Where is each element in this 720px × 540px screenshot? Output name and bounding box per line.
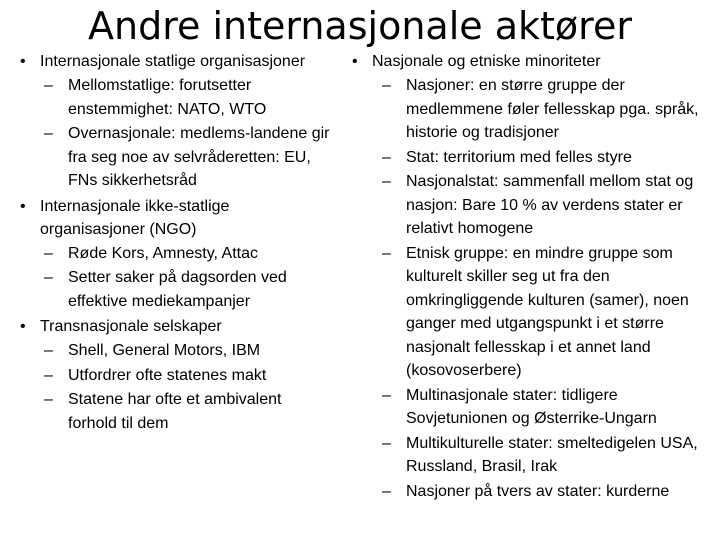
sub-item [372, 170, 714, 241]
sub-item [372, 432, 714, 479]
sub-text: Mellomstatlige: forutsetter enstemmighet: NATO, WTO [68, 77, 267, 118]
sub-text: Etnisk gruppe: en mindre gruppe som kulturelt skiller seg ut fra den omkringliggende kulturen (samer), noen ganger med utgangspunkt i et større nasjonalt fellesskap i et annet land (kosovoserbere) [406, 244, 689, 379]
bullet-item [8, 50, 332, 193]
sub-text: Nasjoner: en større gruppe der medlemmene føler fellesskap pga. språk, historie og tradisjoner [406, 77, 699, 141]
dash-icon: – [44, 269, 53, 286]
sub-item [372, 242, 714, 383]
sub-text: Røde Kors, Amnesty, Attac [68, 244, 258, 262]
dash-icon: – [382, 386, 391, 404]
sub-item [40, 266, 332, 313]
bullet-text: Internasjonale statlige organisasjoner [40, 53, 306, 70]
sub-text: Stat: territorium med felles styre [406, 148, 632, 166]
dash-icon: – [382, 244, 391, 262]
sub-text: Multinasjonale stater: tidligere Sovjetunionen og Østerrike-Ungarn [406, 386, 657, 427]
sub-item [372, 384, 714, 431]
sub-item [372, 480, 714, 504]
bullet-item [8, 195, 332, 314]
dash-icon: – [44, 77, 53, 94]
dash-icon: – [382, 173, 391, 190]
dash-icon: – [44, 391, 53, 408]
left-column [8, 50, 332, 437]
right-column [340, 50, 714, 505]
sub-text: Overnasjonale: medlems-landene gir fra seg noe av selvråderetten: EU, FNs sikkerhetsråd [68, 125, 330, 189]
sub-text: Utfordrer ofte statenes makt [68, 366, 267, 384]
dash-icon: – [44, 366, 53, 384]
sub-text: Nasjonalstat: sammenfall mellom stat og nasjon: Bare 10 % av verdens stater er relativt homogene [406, 173, 694, 237]
sub-text: Shell, General Motors, IBM [68, 342, 261, 359]
sub-item [40, 339, 332, 363]
sub-item [40, 122, 332, 193]
slide-title: Andre internasjonale aktører [88, 4, 632, 48]
dash-icon: – [382, 77, 391, 94]
bullet-item [8, 315, 332, 435]
sub-text: Nasjoner på tvers av stater: kurderne [406, 482, 670, 500]
dash-icon: – [44, 125, 53, 142]
sub-text: Setter saker på dagsorden ved effektive mediekampanjer [68, 269, 287, 310]
sub-item [40, 74, 332, 121]
sub-item [40, 388, 332, 435]
bullet-icon: • [20, 53, 26, 70]
dash-icon: – [44, 342, 53, 359]
dash-icon: – [382, 434, 391, 452]
bullet-item [340, 50, 714, 503]
sub-text: Statene har ofte et ambivalent forhold til dem [68, 391, 282, 432]
sub-item [40, 242, 332, 266]
sub-item [372, 146, 714, 170]
dash-icon: – [44, 244, 53, 262]
bullet-text: Nasjonale og etniske minoriteter [372, 53, 601, 70]
bullet-icon: • [352, 53, 358, 70]
sub-item [40, 364, 332, 388]
dash-icon: – [382, 482, 391, 500]
bullet-icon: • [20, 197, 26, 215]
bullet-text: Internasjonale ikke-statlige organisasjoner (NGO) [40, 197, 230, 238]
sub-text: Multikulturelle stater: smeltedigelen USA, Russland, Brasil, Irak [406, 434, 698, 475]
bullet-text: Transnasjonale selskaper [40, 318, 222, 335]
bullet-icon: • [20, 318, 26, 335]
sub-item [372, 74, 714, 145]
dash-icon: – [382, 148, 391, 166]
